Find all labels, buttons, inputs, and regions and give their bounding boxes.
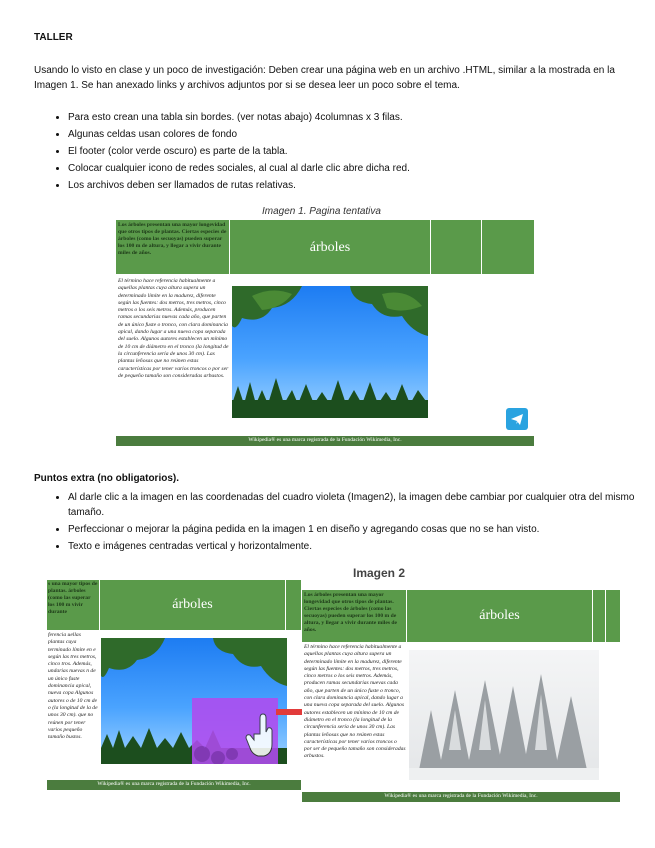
green-cell <box>606 590 621 642</box>
list-item: • Al darle clic a la imagen en las coordenadas del cuadro violeta (Imagen2), la imagen debe cambiar por cualquier otra del mismo tamaño. <box>68 490 635 520</box>
green-cell <box>431 220 482 274</box>
cell-text: Los árboles presentan una mayor longevidad que otros tipos de plantas. Ciertas especies de árboles (como las secuoyas) pueden superar los 100 m de altura, y llegar a vivir durante miles de años. <box>304 592 398 633</box>
list-item: • Colocar cualquier icono de redes sociales, al cual al darle clic abre dicha red. <box>68 161 610 176</box>
snow-tree-image[interactable] <box>409 650 599 780</box>
paper-plane-icon <box>506 408 528 430</box>
list-item: • Los archivos deben ser llamados de rutas relativas. <box>68 178 610 193</box>
page-title: TALLER <box>34 32 73 43</box>
body-text: ferencia uellas plantas cuya terminado límite en e según las tres metros, cinco tros. Además, undarias nuevas n de un único fuste dominancia apical, nueva copa Algunos autores o de 10 cm de o (la longitud de la de unos 30 cm). que no reúnen por tener varios pequeño tamaño bustos. <box>48 632 98 741</box>
telegram-icon[interactable] <box>506 408 528 430</box>
heading-text: árboles <box>172 597 213 612</box>
violet-click-area[interactable] <box>192 698 278 764</box>
tree-photo <box>232 286 428 418</box>
green-cell <box>593 590 606 642</box>
tree-image[interactable] <box>232 286 428 418</box>
cell-text: Los árboles presentan una mayor longevidad que otros tipos de plantas. Ciertas especies de árboles (como las secuoyas) pueden superar los 100 m de altura, y llegar a vivir durante miles de años. <box>118 222 227 256</box>
heading-text: árboles <box>309 240 351 255</box>
figure2-left-page <box>47 580 301 792</box>
list-item: • Algunas celdas usan colores de fondo <box>68 127 610 142</box>
figure2-right-page <box>302 590 620 802</box>
figure1-caption: Imagen 1. Pagina tentativa <box>262 206 381 217</box>
page-footer: Wikipedia® es una marca registrada de la Fundación Wikimedia, Inc. <box>302 792 620 802</box>
snow-forest-photo <box>409 650 599 780</box>
requirements-list <box>50 110 610 195</box>
extra-points-list <box>50 490 635 556</box>
page-footer: Wikipedia® es una marca registrada de la Fundación Wikimedia, Inc. <box>116 436 534 446</box>
body-text: El término hace referencia habitualmente a aquellas plantas cuya altura supera un determinado límite en la madurez, diferente según las fuentes: dos metros, tres metros, cinco metros o los seis metros. Además, producen ramas secundarias nuevas cada año, que parten de un único fuste o tronco, con clara dominancia apical, dando lugar a una nueva copa separada del suelo. Algunos autores establecen un mínimo de 10 cm de diámetro en el tronco (la longitud de la circunferencia sería de unos 30 cm). Las plantas leñosas que no reúnen estas características por tener varios troncos o por ser de pequeño tamaño son consideradas arbustos. <box>118 278 229 379</box>
hand-cursor-icon <box>192 698 278 764</box>
extra-points-title: Puntos extra (no obligatorios). <box>34 473 180 484</box>
list-item: • El footer (color verde oscuro) es parte de la tabla. <box>68 144 610 159</box>
list-item: • Perfeccionar o mejorar la página pedida en la imagen 1 en diseño y agregando cosas que no se han visto. <box>68 522 635 537</box>
figure2-caption: Imagen 2 <box>353 566 406 580</box>
body-text: El término hace referencia habitualmente a aquellas plantas cuya altura supera un determinado límite en la madurez, diferente según las fuentes: dos metros, tres metros, cinco metros o los seis metros. Además, producen ramas secundarias nuevas cada año, que parten de un único fuste o tronco, con clara dominancia apical, dando lugar a una nueva copa separada del suelo. Algunos autores establecen un mínimo de 10 cm de diámetro en el tronco (la longitud de la circunferencia sería de unos 30 cm). Las plantas leñosas que no reúnen estas características por tener varios troncos o por ser de pequeño tamaño son consideradas arbustos. <box>304 644 406 760</box>
list-item: • Texto e imágenes centradas vertical y horizontalmente. <box>68 539 635 554</box>
cell-text: s una mayor tipos de plantas. árboles (como las superar los 100 m vivir durante <box>48 581 98 615</box>
heading-text: árboles <box>479 608 520 623</box>
page-footer: Wikipedia® es una marca registrada de la Fundación Wikimedia, Inc. <box>47 780 301 790</box>
intro-paragraph: Usando lo visto en clase y un poco de investigación: Deben crear una página web en un archivo .HTML, similar a la mostrada en la Imagen 1. Se han anexado links y archivos adjuntos por si se desea leer un poco sobre el tema. <box>34 65 615 91</box>
figure1-mock-page <box>116 220 534 448</box>
green-cell <box>482 220 535 274</box>
green-cell <box>286 580 301 630</box>
list-item: • Para esto crean una tabla sin bordes. (ver notas abajo) 4columnas x 3 filas. <box>68 110 610 125</box>
